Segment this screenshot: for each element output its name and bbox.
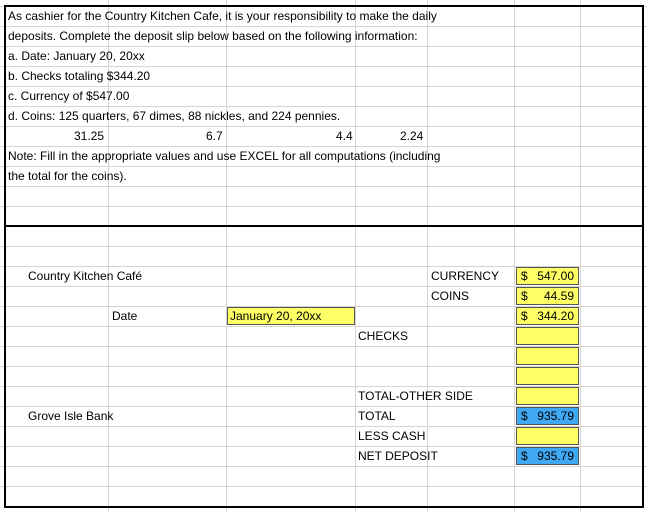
problem-line-2: deposits. Complete the deposit slip below based on the following information: [8, 29, 418, 43]
coin-value-pennies[interactable]: 2.24 [400, 129, 424, 143]
total-amount: 935.79 [537, 409, 574, 423]
item-b: b. Checks totaling $344.20 [8, 69, 151, 83]
coin-value-quarters[interactable]: 31.25 [74, 129, 105, 143]
box-border-right [642, 5, 644, 508]
total-amount-cell[interactable]: $ 935.79 [516, 407, 579, 425]
checks-amount: 344.20 [537, 309, 574, 323]
coin-value-dimes[interactable]: 6.7 [206, 129, 223, 143]
date-input-cell[interactable] [227, 307, 355, 325]
item-a: a. Date: January 20, 20xx [8, 49, 145, 63]
coin-value-nickles[interactable]: 4.4 [336, 129, 353, 143]
currency-amount: 547.00 [537, 269, 574, 283]
coins-label: COINS [431, 289, 470, 303]
total-other-side-label: TOTAL-OTHER SIDE [358, 389, 473, 403]
bank-name: Grove Isle Bank [28, 409, 114, 423]
box-border-bottom [4, 506, 644, 508]
item-c: c. Currency of $547.00 [8, 89, 130, 103]
less-cash-cell[interactable] [516, 427, 579, 445]
problem-line-1: As cashier for the Country Kitchen Cafe, it is your responsibility to make the daily [8, 9, 437, 23]
box-border-left [4, 5, 6, 508]
net-deposit-label: NET DEPOSIT [358, 449, 438, 463]
coins-amount: 44.59 [543, 289, 574, 303]
net-deposit-amount-cell[interactable]: $ 935.79 [516, 447, 579, 465]
date-value: January 20, 20xx [230, 309, 322, 323]
note-line-1: Note: Fill in the appropriate values and use EXCEL for all computations (including [8, 149, 441, 163]
currency-label: CURRENCY [431, 269, 500, 283]
currency-amount-cell[interactable]: $ 547.00 [516, 267, 579, 285]
date-label: Date [112, 309, 138, 323]
box-divider [4, 225, 644, 227]
less-cash-label: LESS CASH [358, 429, 426, 443]
coins-amount-cell[interactable]: $ 44.59 [516, 287, 579, 305]
checks-label: CHECKS [358, 329, 409, 343]
note-line-2: the total for the coins). [8, 169, 127, 183]
item-d: d. Coins: 125 quarters, 67 dimes, 88 nickles, and 224 pennies. [8, 109, 341, 123]
checks-amount-cell-1[interactable]: $ 344.20 [516, 307, 579, 325]
net-deposit-amount: 935.79 [537, 449, 574, 463]
checks-amount-cell-3[interactable] [516, 347, 579, 365]
checks-amount-cell-2[interactable] [516, 327, 579, 345]
total-label: TOTAL [358, 409, 396, 423]
checks-amount-cell-4[interactable] [516, 367, 579, 385]
total-other-side-cell[interactable] [516, 387, 579, 405]
business-name: Country Kitchen Café [28, 269, 143, 283]
